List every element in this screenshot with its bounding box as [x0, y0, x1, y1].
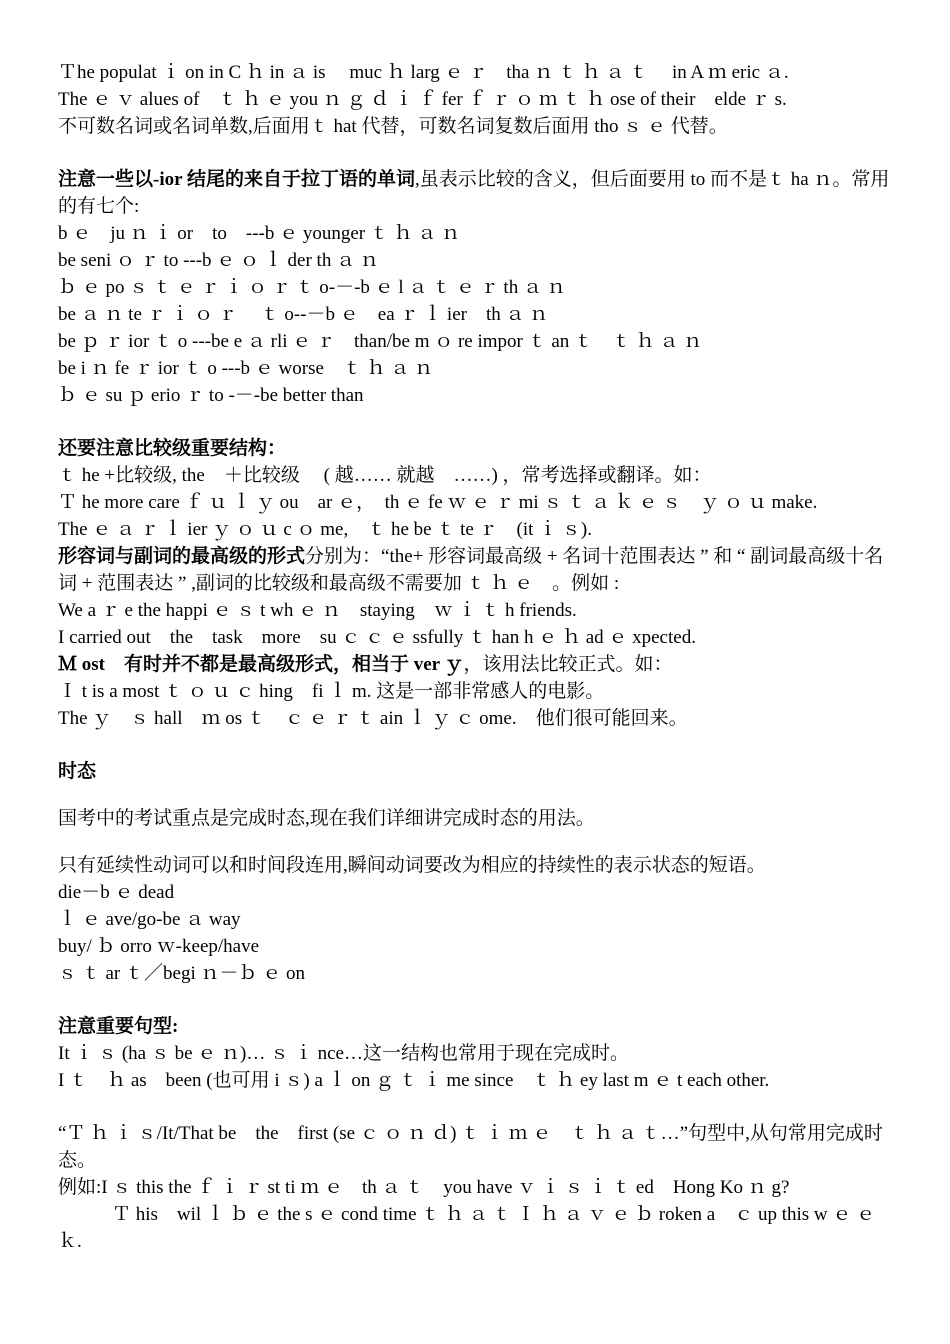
tense-intro: 国考中的考试重点是完成时态,现在我们详细讲完成时态的用法。: [58, 808, 595, 829]
document-page: [58, 59, 898, 1255]
superlative-heading: [58, 543, 898, 597]
latin-heading: [58, 166, 898, 220]
latin-item: be seni ｏ ｒ to ---b ｅ ｏ ｌ der th ａ ｎ: [58, 250, 379, 271]
latin-item: b ｅ ju ｎ ｉ or to ---b ｅ younger ｔ ｈ ａ ｎ: [58, 223, 461, 244]
pattern-2-example-2: Ｔ his wil ｌ ｂ ｅ the s ｅ cond time ｔ ｈ ａ ｔ Ｉ ｈ ａ ｖ ｅ ｂ roken a ｃ up this w ｅ ｅ ｋ.: [58, 1204, 876, 1252]
comparison-example-1: Ｔhe populat ｉ on in C ｈ in ａ is muc ｈ larg ｅ ｒ tha ｎ ｔ ｈ ａ ｔ in A ｍ eric ａ.: [58, 62, 789, 83]
latin-item: ｂ ｅ po ｓ ｔ ｅ ｒ ｉ ｏ ｒ ｔ o-－-b ｅ l ａ ｔ ｅ ｒ th ａ ｎ: [58, 277, 566, 298]
spacer: [58, 832, 898, 852]
most-example-2: The ｙ ｓ hall ｍ os ｔ ｃ ｅ ｒ ｔ ain ｌ ｙ ｃ ome. 他们很可能回来。: [58, 708, 688, 729]
verb-pair: buy/ ｂ orro ｗ-keep/have: [58, 936, 260, 957]
superlative-heading-bold: 形容词与副词的最高级的形式: [58, 546, 306, 567]
pattern-2: “Ｔ ｈ ｉ ｓ/It/That be the first (se ｃ ｏ ｎ ｄ) ｔ ｉ ｍ ｅ ｔ ｈ ａ ｔ…”句型中,从句常用完成时态。: [58, 1123, 883, 1171]
spacer: [58, 987, 898, 1013]
spacer: [58, 409, 898, 435]
spacer: [58, 785, 898, 805]
verb-pair: ｌ ｅ ave/go-be ａ way: [58, 909, 241, 930]
latin-item: be ａ ｎ te ｒ ｉ ｏ ｒ ｔ o--－b ｅ ea ｒ ｌ ier th ａ ｎ: [58, 304, 549, 325]
patterns-heading: 注意重要句型:: [58, 1016, 179, 1037]
spacer: [58, 1094, 898, 1120]
structure-heading: 还要注意比较级重要结构：: [58, 438, 287, 459]
tense-heading: 时态: [58, 761, 97, 782]
superlative-heading-rest: 分别为：“the+ 形容词最高级 + 名词十范围表达 ” 和 “ 副词最高级十名词 + 范围表达 ” ,副词的比较级和最高级不需要加 ｔ ｈ ｅ 。例如 :: [58, 546, 884, 594]
most-heading-bold: Ｍ ost 有时并不都是最高级形式，相当于 ver ｙ: [58, 654, 464, 675]
latin-heading-rest: ,虽表示比较的含义，但后面要用 to 而不是ｔ ha ｎ。常用的有七个:: [58, 169, 890, 217]
comparison-example-2: The ｅ ｖ alues of ｔ ｈ ｅ you ｎ ｇ ｄ ｉ ｆ fer ｆ ｒ ｏ ｍ ｔ ｈ ose of their elde ｒ s.: [58, 89, 787, 110]
pattern-1-example: I ｔ ｈ as been (也可用 i ｓ) a ｌ on ｇ ｔ ｉ me since ｔ ｈ ey last m ｅ t each other.: [58, 1070, 770, 1091]
structure-example-2: The ｅ ａ ｒ ｌ ier ｙ ｏ ｕ c ｏ me, ｔ he be ｔ te ｒ (it ｉ ｓ).: [58, 519, 593, 540]
superlative-example-1: We a ｒ e the happi ｅ ｓ t wh ｅ ｎ staying ｗ ｉ ｔ h friends.: [58, 600, 577, 621]
superlative-example-2: I carried out the task more su ｃ ｃ ｅ ssfully ｔ han h ｅ ｈ ad ｅ xpected.: [58, 627, 696, 648]
latin-item: be ｐ ｒ ior ｔ o ---be e ａ rli ｅ ｒ than/be m ｏ re impor ｔ an ｔ ｔ ｈ ａ ｎ: [58, 331, 703, 352]
latin-heading-bold: 注意一些以-ior 结尾的来自于拉丁语的单词: [58, 169, 415, 190]
spacer: [58, 140, 898, 166]
verb-pair: die－b ｅ dead: [58, 882, 175, 903]
pattern-1: It ｉ ｓ (ha ｓ be ｅ ｎ)… ｓ ｉ nce…这一结构也常用于现在完成时。: [58, 1043, 629, 1064]
structure-pattern: ｔ he +比较级, the ＋比较级 ( 越…… 就越 ……) ，常考选择或翻译。如：: [58, 465, 712, 486]
tense-rule: 只有延续性动词可以和时间段连用,瞬间动词要改为相应的持续性的表示状态的短语。: [58, 855, 766, 876]
comparison-note: 不可数名词或名词单数,后面用ｔ hat 代替，可数名词复数后面用 tho ｓ ｅ 代替。: [58, 116, 728, 137]
pattern-2-example-1: 例如:I ｓ this the ｆ ｉ ｒ st ti ｍ ｅ th ａ ｔ you have ｖ ｉ ｓ ｉ ｔ ed Hong Ko ｎ g?: [58, 1177, 790, 1198]
most-example-1: Ｉ t is a most ｔ ｏ ｕ ｃ hing fi ｌ m. 这是一部非常感人的电影。: [58, 681, 605, 702]
latin-item: be i ｎ fe ｒ ior ｔ o ---b ｅ worse ｔ ｈ ａ ｎ: [58, 358, 434, 379]
most-heading: [58, 651, 898, 678]
most-heading-rest: ，该用法比较正式。如：: [463, 654, 673, 675]
latin-item: ｂ ｅ su ｐ erio ｒ to -－-be better than: [58, 385, 364, 406]
spacer: [58, 732, 898, 758]
verb-pair: ｓ ｔ ar ｔ／begi ｎ－ｂ ｅ on: [58, 963, 305, 984]
structure-example-1: Ｔ he more care ｆ ｕ ｌ ｙ ou ar ｅ， th ｅ fe ｗ ｅ ｒ mi ｓ ｔ ａ ｋ ｅ ｓ ｙ ｏ ｕ make.: [58, 492, 818, 513]
